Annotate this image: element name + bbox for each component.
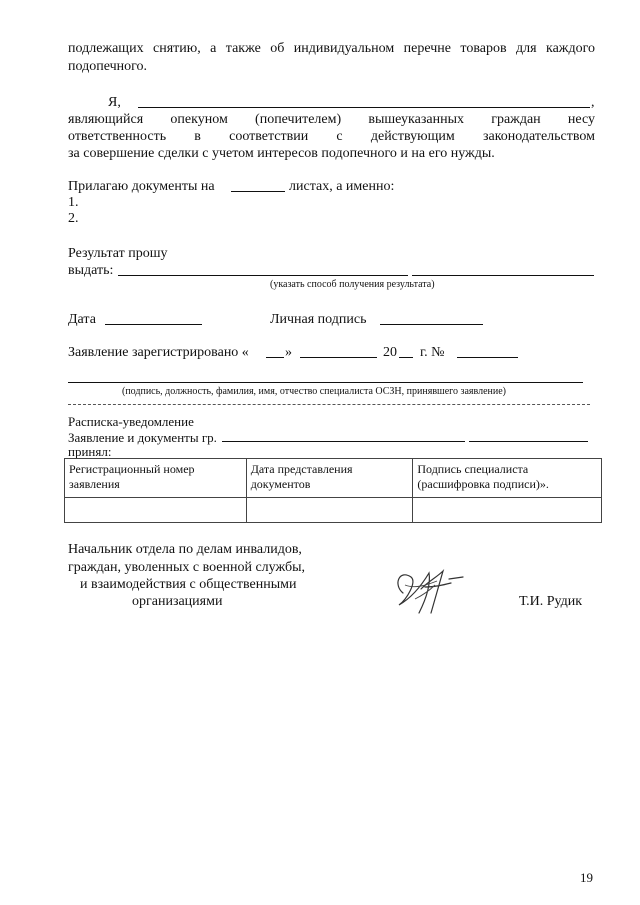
attachment-item-1: 1. [68,195,79,210]
registration-year-line[interactable] [399,357,413,358]
cell-registration-number[interactable] [65,498,247,523]
receipt-name-line-2[interactable] [469,441,588,442]
signer-name: Т.И. Рудик [519,594,583,609]
applicant-name-line[interactable] [138,107,590,108]
registration-prefix: Заявление зарегистрировано « [68,345,249,360]
cut-line [68,404,590,405]
position-line-1: Начальник отдела по делам инвалидов, [68,542,302,557]
sheets-count-line[interactable] [231,191,285,192]
intro-line-2: подопечного. [68,59,147,74]
statement-ya: Я, [108,95,121,110]
position-line-2: граждан, уволенных с военной службы, [68,560,306,575]
attachments-tail: листах, а именно: [289,179,395,194]
attachments-lead: Прилагаю документы на [68,179,215,194]
date-label: Дата [68,312,96,327]
date-line[interactable] [105,324,202,325]
table-row [65,498,602,523]
receipt-title: Расписка-уведомление [68,414,194,429]
result-hint: (указать способ получения результата) [270,279,435,290]
table-header-row [65,459,602,498]
receipt-line-3: принял: [68,444,112,459]
intro-line-1: подлежащих снятию, а также об индивидуальном перечне товаров для каждого [68,41,595,56]
result-method-line[interactable] [118,275,408,276]
col-registration-number: Регистрационный номер заявления [65,459,247,498]
statement-line-4: за совершение сделки с учетом интересов подопечного и на его нужды. [68,146,495,161]
attachment-item-2: 2. [68,211,79,226]
receipt-name-line[interactable] [222,441,465,442]
result-line-2: выдать: [68,263,114,278]
registration-year: 20 [383,345,397,360]
signature-label: Личная подпись [270,312,367,327]
position-line-3: и взаимодействия с общественными [80,577,297,592]
statement-line-2: являющийся опекуном (попечителем) вышеуказанных граждан несу [68,112,595,127]
registration-month-line[interactable] [300,357,377,358]
result-method-line-2[interactable] [412,275,594,276]
statement-comma: , [591,95,595,110]
position-line-4: организациями [132,594,223,609]
signature-line[interactable] [380,324,483,325]
specialist-signature-line[interactable] [68,382,583,383]
registration-day-line[interactable] [266,357,284,358]
cell-specialist-signature[interactable] [413,498,602,523]
result-line-1: Результат прошу [68,246,168,261]
registration-number-line[interactable] [457,357,518,358]
page-number: 19 [580,870,593,885]
registration-g-no: г. № [420,345,445,360]
col-specialist-signature: Подпись специалиста (расшифровка подписи)». [413,459,602,498]
handwritten-signature [385,555,475,620]
col-submission-date: Дата представления документов [246,459,413,498]
receipt-table [64,458,602,523]
cell-submission-date[interactable] [246,498,413,523]
specialist-hint: (подпись, должность, фамилия, имя, отчество специалиста ОСЗН, принявшего заявление) [122,386,507,397]
receipt-line-2: Заявление и документы гр. [68,430,217,445]
registration-close-quote: » [285,345,292,360]
statement-line-3: ответственность в соответствии с действующим законодательством [68,129,595,144]
